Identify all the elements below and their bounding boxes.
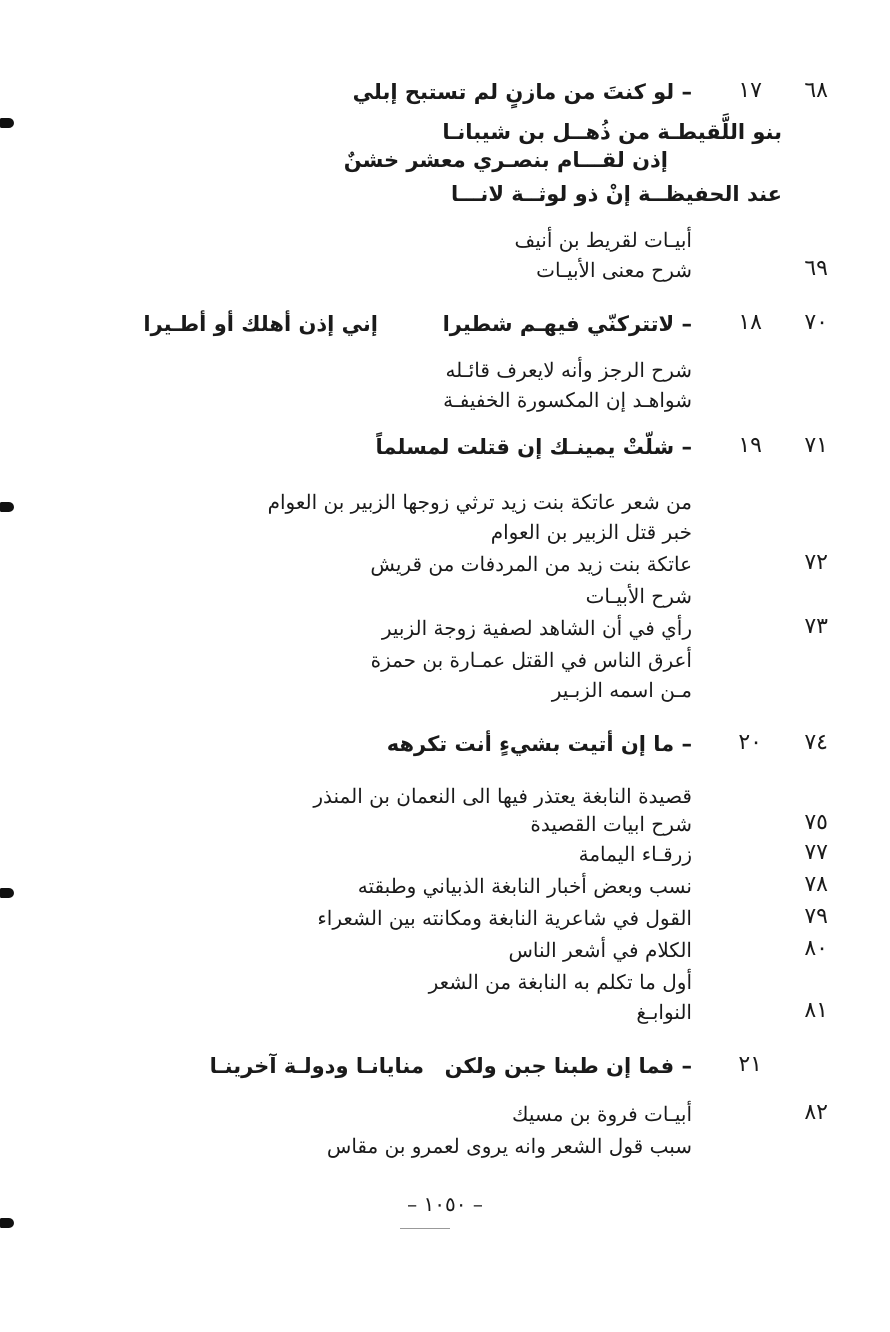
- toc-entry: من شعر عاتكة بنت زيد ترثي زوجها الزبير بن العوام: [267, 490, 692, 514]
- verse-line: عند الحفيظــة إنْ ذو لوثــة لانـــا: [451, 182, 782, 206]
- verse-line: – شلّتْ يمينـك إن قتلت لمسلماً: [375, 435, 692, 459]
- toc-entry: رأي في أن الشاهد لصفية زوجة الزبير: [381, 616, 692, 640]
- binding-mark: [0, 888, 14, 898]
- page-number: ٧٨: [804, 872, 828, 897]
- page-number: ٧٩: [804, 904, 828, 929]
- toc-entry: أبيـات لقريط بن أنيف: [514, 228, 692, 252]
- section-number: ١٩: [738, 433, 762, 458]
- verse-line: – لاتتركنّي فيهـم شطيرا: [442, 312, 692, 336]
- page-number: ٧٥: [804, 810, 828, 835]
- page-number-footer: – ١٠٥٠ –: [407, 1192, 483, 1216]
- toc-entry: قصيدة النابغة يعتذر فيها الى النعمان بن المنذر: [313, 784, 692, 808]
- toc-entry: النوابـغ: [636, 1000, 692, 1024]
- toc-entry: الكلام في أشعر الناس: [508, 938, 692, 962]
- binding-mark: [0, 1218, 14, 1228]
- toc-entry: أبيـات فروة بن مسيك: [512, 1102, 692, 1126]
- page-number: ٨١: [804, 998, 828, 1023]
- toc-entry: شرح الرجز وأنه لايعرف قائـله: [445, 358, 692, 382]
- verse-line: منايانـا ودولـة آخرينـا: [209, 1054, 424, 1078]
- toc-entry: خبر قتل الزبير بن العوام: [490, 520, 692, 544]
- page-number: ٦٩: [804, 256, 828, 281]
- verse-line: إذن لقـــام بنصـري معشر خشنٌ: [343, 148, 668, 172]
- toc-entry: شرح ابيات القصيدة: [530, 812, 692, 836]
- footer-rule: [400, 1228, 450, 1229]
- toc-entry: شرح معنى الأبيـات: [536, 258, 692, 282]
- verse-line: – لو كنتَ من مازنٍ لم تستبح إبلي: [352, 80, 692, 104]
- page-number: ٨٠: [804, 936, 828, 961]
- toc-entry: شرح الأبيـات: [585, 584, 692, 608]
- toc-entry: أعرق الناس في القتل عمـارة بن حمزة: [370, 648, 692, 672]
- page-number: ٦٨: [804, 78, 828, 103]
- section-number: ٢٠: [738, 730, 762, 755]
- page-number: ٧٠: [804, 310, 828, 335]
- toc-entry: زرقـاء اليمامة: [578, 842, 692, 866]
- section-number: ١٨: [738, 310, 762, 335]
- section-number: ٢١: [738, 1052, 762, 1077]
- toc-entry: عاتكة بنت زيد من المردفات من قريش: [370, 552, 692, 576]
- section-number: ١٧: [738, 78, 762, 103]
- verse-line: – ما إن أتيت بشيءٍ أنت تكرهه: [386, 732, 692, 756]
- toc-entry: مـن اسمه الزبـير: [551, 678, 692, 702]
- verse-line: إني إذن أهلك أو أطـيرا: [143, 312, 378, 336]
- page-number: ٧٤: [804, 730, 828, 755]
- toc-entry: القول في شاعرية النابغة ومكانته بين الشعراء: [317, 906, 692, 930]
- toc-entry: أول ما تكلم به النابغة من الشعر: [428, 970, 692, 994]
- toc-entry: نسب وبعض أخبار النابغة الذبياني وطبقته: [357, 874, 692, 898]
- verse-line: – فما إن طبنا جبن ولكن: [444, 1054, 692, 1078]
- page-number: ٧٧: [804, 840, 828, 865]
- page-number: ٧١: [804, 433, 828, 458]
- toc-entry: شواهـد إن المكسورة الخفيفـة: [443, 388, 692, 412]
- binding-mark: [0, 502, 14, 512]
- page-number: ٧٢: [804, 550, 828, 575]
- verse-line: بنو اللَّقيطـة من ذُهــل بن شيبانـا: [442, 120, 782, 144]
- toc-entry: سبب قول الشعر وانه يروى لعمرو بن مقاس: [326, 1134, 692, 1158]
- page-number: ٨٢: [804, 1100, 828, 1125]
- binding-mark: [0, 118, 14, 128]
- page-number: ٧٣: [804, 614, 828, 639]
